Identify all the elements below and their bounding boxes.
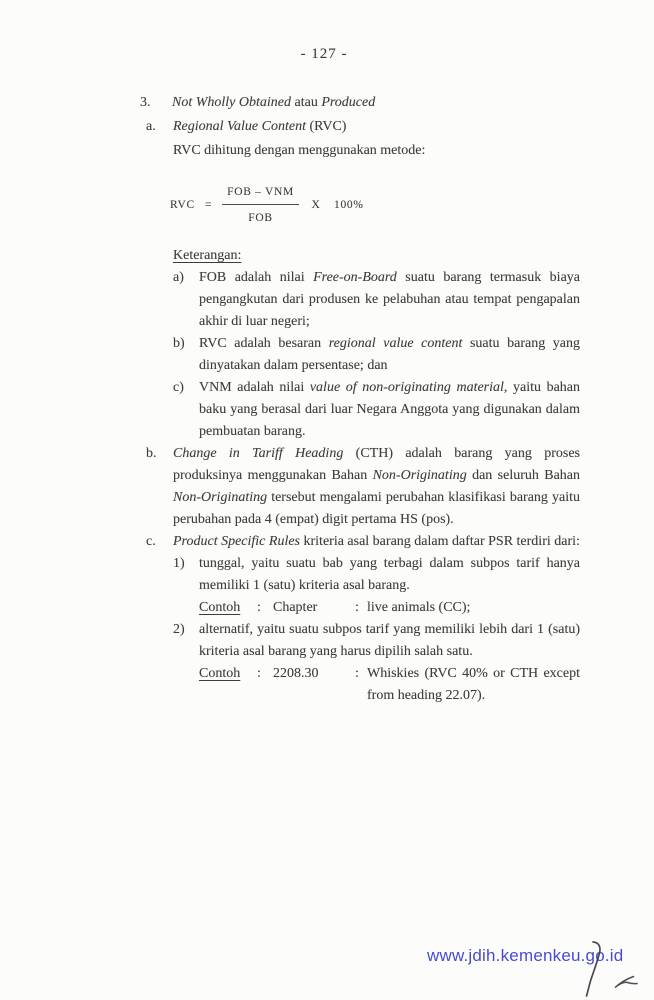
text-run: VNM adalah nilai [199, 380, 310, 395]
section-3-title-seg: atau [291, 95, 322, 110]
item-c [140, 531, 580, 707]
item-a-marker: a. [146, 119, 156, 134]
keterangan-item-a [173, 267, 580, 333]
document-body [140, 92, 580, 707]
text-run: kriteria asal barang dalam daftar PSR terdiri dari: [300, 534, 580, 549]
text-run: Product Specific Rules [173, 534, 300, 549]
psr-item-2-marker: 2) [173, 622, 185, 637]
text-run: RVC adalah besaran [199, 336, 329, 351]
text-run: regional value content [328, 336, 463, 351]
contoh-2-label: Contoh [199, 666, 241, 681]
formula-percentage: 100% [334, 199, 364, 211]
contoh-2-colon: : [257, 666, 261, 681]
formula-lhs: RVC [170, 199, 195, 211]
text-run: tersebut mengalami perubahan klasifikasi barang yaitu perubahan pada 4 (empat) digit pertama HS (pos). [173, 490, 580, 527]
item-a-body [170, 116, 581, 443]
contoh-1-label: Contoh [199, 600, 241, 615]
text-run: value of non-originating material [309, 380, 504, 395]
keterangan-item-b [173, 333, 580, 377]
psr-item-1 [173, 553, 580, 619]
psr-item-2-body [199, 619, 580, 707]
keterangan-label: Keterangan: [173, 248, 242, 263]
section-3-number: 3. [140, 95, 151, 110]
item-a [140, 116, 580, 443]
item-c-marker: c. [146, 534, 156, 549]
item-a-intro: RVC dihitung dengan menggunakan metode: [173, 143, 426, 158]
text-run: FOB adalah nilai [199, 270, 314, 285]
formula-numerator: FOB – VNM [222, 186, 299, 205]
contoh-1-term: Chapter [273, 600, 318, 615]
item-b-text [173, 443, 580, 531]
contoh-1-value: live animals (CC); [367, 600, 471, 615]
contoh-1-colon2: : [355, 600, 359, 615]
text-run: Change in Tariff Heading [173, 446, 344, 461]
text-run: suatu barang yang dinyatakan dalam persentase; dan [199, 336, 581, 373]
text-run: (CTH) adalah barang yang proses produksinya menggunakan Bahan [173, 446, 580, 483]
contoh-2-value: Whiskies (RVC 40% or CTH except from heading 22.07). [367, 666, 580, 703]
item-a-heading-seg: Regional Value Content [173, 119, 306, 134]
keterangan-heading [173, 245, 580, 267]
psr-item-2 [173, 619, 580, 707]
section-3-title [172, 92, 580, 114]
contoh-row-2 [199, 663, 580, 707]
keterangan-item-b-text [199, 333, 580, 377]
keterangan-item-c-text [199, 377, 580, 443]
psr-item-2-text: alternatif, yaitu suatu subpos tarif yang memiliki lebih dari 1 (satu) kriteria asal barang yang harus dipilih salah satu. [199, 622, 580, 659]
formula-multiply: X [311, 199, 321, 211]
rvc-formula [170, 186, 580, 225]
item-c-body [173, 531, 580, 707]
pen-stroke-squiggle [615, 977, 637, 988]
keterangan-item-c [173, 377, 580, 443]
text-run: dan seluruh Bahan [466, 468, 580, 483]
item-a-heading-seg: (RVC) [305, 119, 347, 134]
text-run: , yaitu bahan baku yang berasal dari luar Negara Anggota yang digunakan dalam pembuatan barang. [199, 380, 581, 439]
formula-fraction [222, 186, 299, 225]
item-a-heading [173, 116, 580, 138]
item-b [140, 443, 580, 531]
contoh-1-colon: : [257, 600, 261, 615]
contoh-2-colon2: : [355, 666, 359, 681]
psr-item-1-body [199, 553, 580, 619]
section-3-title-seg: Produced [321, 95, 376, 110]
keterangan-item-c-marker: c) [173, 380, 184, 395]
psr-item-1-marker: 1) [173, 556, 185, 571]
contoh-2-term: 2208.30 [273, 666, 319, 681]
text-run: suatu barang termasuk biaya pengangkutan dari produsen ke pelabuhan atau tempat pengapalan akhir di luar negeri; [199, 270, 580, 329]
item-c-text [173, 531, 580, 553]
psr-item-1-text: tunggal, yaitu suatu bab yang terbagi dalam subpos tarif hanya memiliki 1 (satu) kriteria asal barang. [199, 556, 580, 593]
section-3-title-seg: Not Wholly Obtained [172, 95, 291, 110]
section-3 [140, 92, 580, 114]
jdih-watermark-url: www.jdih.kemenkeu.go.id [427, 946, 624, 965]
contoh-row-1 [199, 597, 580, 619]
formula-equals: = [205, 199, 213, 211]
text-run: Free-on-Board [313, 270, 397, 285]
item-b-marker: b. [146, 446, 157, 461]
page-number: - 127 - [300, 46, 348, 62]
text-run: Non-Originating [173, 490, 268, 505]
keterangan-item-a-text [199, 267, 580, 333]
text-run: Non-Originating [372, 468, 467, 483]
formula-denominator: FOB [248, 212, 273, 224]
keterangan-item-b-marker: b) [173, 336, 185, 351]
keterangan-item-a-marker: a) [173, 270, 184, 285]
